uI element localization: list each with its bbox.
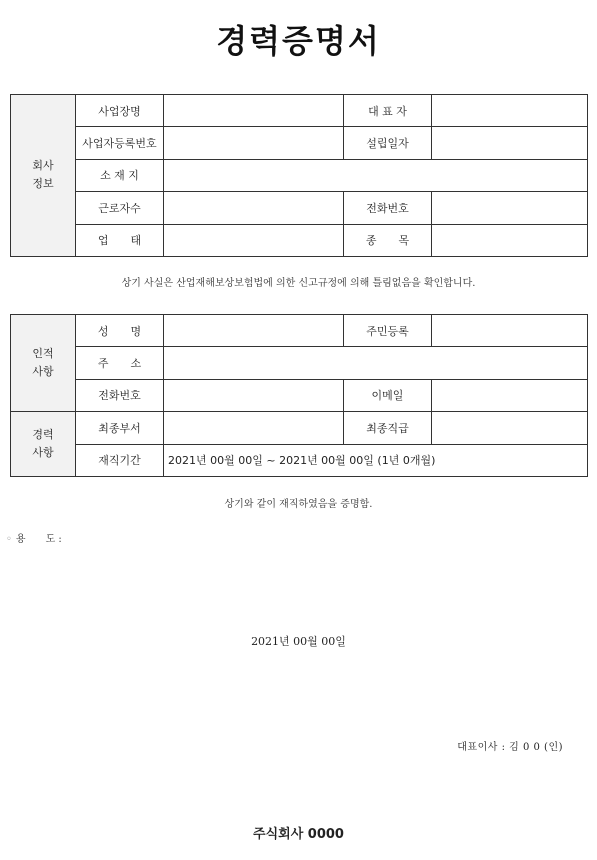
- personal-info-group-label: 인적 사항: [11, 315, 76, 412]
- name-field[interactable]: [164, 315, 344, 347]
- ceo-label: 대 표 자: [344, 95, 432, 127]
- biz-reg-no-label: 사업자등록번호: [76, 127, 164, 159]
- email-label: 이메일: [344, 379, 432, 411]
- business-type-label: 업 태: [76, 224, 164, 256]
- purpose-label: 용 도 :: [15, 534, 62, 545]
- company-info-table: [10, 94, 588, 257]
- founded-label: 설립일자: [344, 127, 432, 159]
- career-info-group-label: 경력 사항: [11, 412, 76, 477]
- rank-label: 최종직급: [344, 412, 432, 444]
- company-phone-label: 전화번호: [344, 192, 432, 224]
- personal-career-table: [10, 314, 588, 477]
- company-info-group-label: 회사 정보: [11, 95, 76, 257]
- issue-date: 2021년 00월 00일: [251, 635, 346, 648]
- dept-field[interactable]: [164, 412, 344, 444]
- purpose-line: [6, 530, 62, 545]
- company-phone-field[interactable]: [432, 192, 588, 224]
- company-address-field[interactable]: [164, 159, 588, 191]
- certification-note: 상기와 같이 재직하였음을 증명함.: [224, 499, 373, 510]
- document-title: 경력증명서: [216, 22, 381, 60]
- personal-phone-label: 전화번호: [76, 379, 164, 411]
- rrn-label: 주민등록: [344, 315, 432, 347]
- email-field[interactable]: [432, 379, 588, 411]
- personal-phone-field[interactable]: [164, 379, 344, 411]
- confirmation-note: 상기 사실은 산업재해보상보험법에 의한 신고규정에 의해 틀림없음을 확인합니다.: [121, 278, 476, 289]
- period-label: 재직기간: [76, 444, 164, 476]
- dept-label: 최종부서: [76, 412, 164, 444]
- bullet-icon: ◦: [6, 534, 12, 545]
- business-type-field[interactable]: [164, 224, 344, 256]
- ceo-signature: 대표이사 : 김 0 0 (인): [457, 742, 563, 753]
- period-field[interactable]: 2021년 00월 00일 ~ 2021년 00월 00일 (1년 0개월): [164, 444, 588, 476]
- company-name: 주식회사 0000: [253, 827, 344, 842]
- rank-field[interactable]: [432, 412, 588, 444]
- business-item-field[interactable]: [432, 224, 588, 256]
- ceo-field[interactable]: [432, 95, 588, 127]
- founded-field[interactable]: [432, 127, 588, 159]
- employees-label: 근로자수: [76, 192, 164, 224]
- biz-reg-no-field[interactable]: [164, 127, 344, 159]
- business-name-label: 사업장명: [76, 95, 164, 127]
- rrn-field[interactable]: [432, 315, 588, 347]
- business-item-label: 종 목: [344, 224, 432, 256]
- name-label: 성 명: [76, 315, 164, 347]
- company-address-label: 소 재 지: [76, 159, 164, 191]
- personal-address-field[interactable]: [164, 347, 588, 379]
- business-name-field[interactable]: [164, 95, 344, 127]
- personal-address-label: 주 소: [76, 347, 164, 379]
- employees-field[interactable]: [164, 192, 344, 224]
